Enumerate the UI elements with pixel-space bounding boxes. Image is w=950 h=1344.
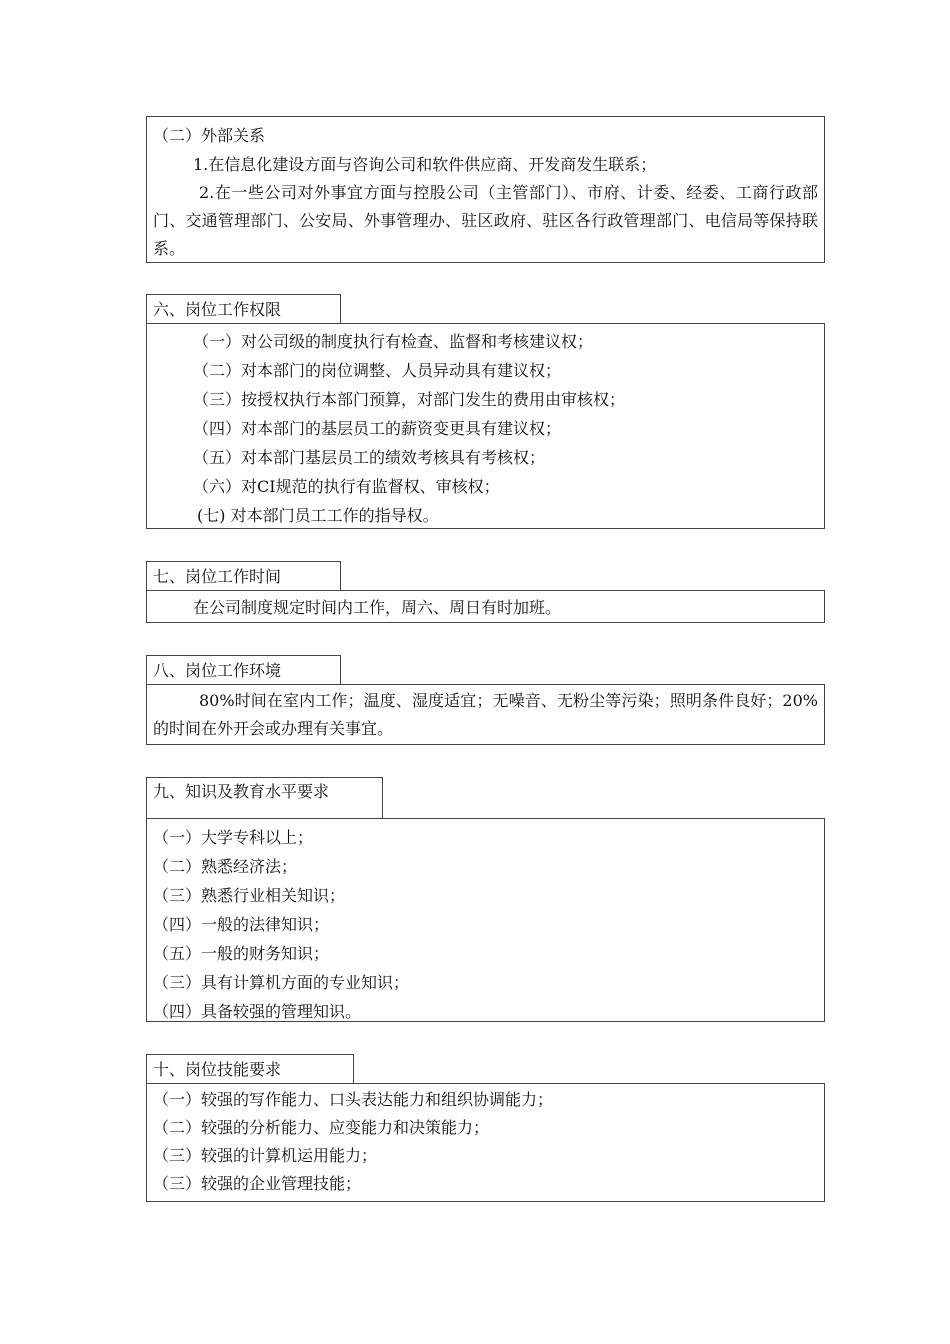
skill-item: （一）较强的写作能力、口头表达能力和组织协调能力； bbox=[153, 1090, 554, 1109]
permission-item: （六）对CI规范的执行有监督权、审核权； bbox=[193, 477, 500, 496]
section-9-box bbox=[146, 818, 825, 1022]
section-8-box bbox=[146, 684, 825, 745]
knowledge-item: （五）一般的财务知识； bbox=[153, 944, 330, 963]
skill-item: （三）较强的企业管理技能； bbox=[153, 1174, 362, 1193]
external-relations-title: （二）外部关系 bbox=[153, 126, 266, 145]
external-relations-item-1: 1.在信息化建设方面与咨询公司和软件供应商、开发商发生联系； bbox=[193, 155, 657, 174]
section-8-header: 八、岗位工作环境 bbox=[146, 655, 341, 685]
permission-item: （五）对本部门基层员工的绩效考核具有考核权； bbox=[193, 448, 546, 467]
skill-item: （三）较强的计算机运用能力； bbox=[153, 1146, 378, 1165]
work-environment-text: 80%时间在室内工作；温度、湿度适宜；无噪音、无粉尘等污染；照明条件良好；20%的时间在外开会或办理有关事宜。 bbox=[153, 691, 818, 738]
section-10-header: 十、岗位技能要求 bbox=[146, 1054, 354, 1084]
permission-item: （二）对本部门的岗位调整、人员异动具有建议权； bbox=[193, 361, 562, 380]
knowledge-item: （四）一般的法律知识； bbox=[153, 915, 330, 934]
permission-item: （三）按授权执行本部门预算，对部门发生的费用由审核权； bbox=[193, 390, 626, 409]
external-relations-item-2: 2.在一些公司对外事宜方面与控股公司（主管部门）、市府、计委、经委、工商行政部门、交通管理部门、公安局、外事管理办、驻区政府、驻区各行政管理部门、电信局等保持联系。 bbox=[153, 183, 818, 258]
section-7-box bbox=[146, 590, 825, 623]
knowledge-item: （二）熟悉经济法； bbox=[153, 857, 298, 876]
knowledge-item: （四）具备较强的管理知识。 bbox=[153, 1002, 362, 1021]
knowledge-item: （三）具有计算机方面的专业知识； bbox=[153, 973, 410, 992]
skill-item: （二）较强的分析能力、应变能力和决策能力； bbox=[153, 1118, 490, 1137]
permission-item: (七) 对本部门员工工作的指导权。 bbox=[197, 506, 439, 525]
knowledge-item: （一）大学专科以上； bbox=[153, 828, 314, 847]
section-6-header: 六、岗位工作权限 bbox=[146, 294, 341, 324]
section-7-header: 七、岗位工作时间 bbox=[146, 561, 341, 591]
permission-item: （一）对公司级的制度执行有检查、监督和考核建议权； bbox=[193, 332, 594, 351]
permission-item: （四）对本部门的基层员工的薪资变更具有建议权； bbox=[193, 419, 562, 438]
external-relations-box bbox=[146, 116, 825, 263]
section-9-header: 九、知识及教育水平要求 bbox=[146, 777, 383, 819]
section-10-box bbox=[146, 1083, 825, 1202]
work-time-text: 在公司制度规定时间内工作，周六、周日有时加班。 bbox=[193, 598, 562, 617]
knowledge-item: （三）熟悉行业相关知识； bbox=[153, 886, 346, 905]
section-6-box bbox=[146, 323, 825, 529]
